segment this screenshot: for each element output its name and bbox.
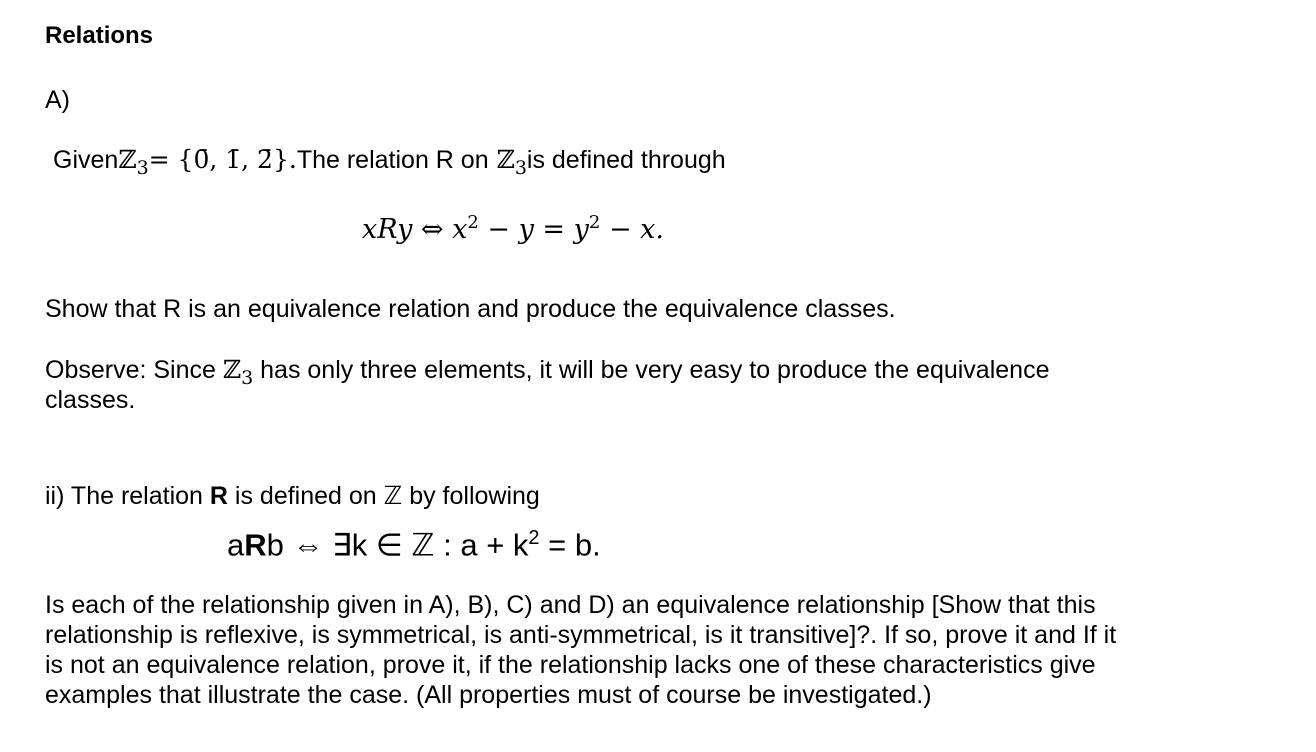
equation-1: xRy ⇔ $x^2 - y = y^2 - x$. (362, 212, 664, 245)
set-z3-symbol-2: ℤ$_3$ (496, 145, 527, 179)
observe-line: Observe: Since ℤ$_3$ has only three elements, it will be very easy to produce the equivalence (45, 355, 1050, 389)
page-title: Relations (45, 22, 154, 49)
question-line: relationship is reflexive, is symmetrical, is anti-symmetrical, is it transitive]?. If so, prove it and If it (45, 621, 1117, 649)
given-middle: The relation R on (296, 146, 489, 174)
given-prefix: Given (53, 146, 119, 174)
set-z3-symbol: ℤ$_3$ (118, 145, 149, 179)
question-line: examples that illustrate the case. (All properties must of course be investigated.) (45, 681, 932, 709)
set-z3-symbol-3: ℤ$_3$ (222, 355, 254, 389)
question-paragraph (45, 590, 1285, 710)
relation-r-bold: R (209, 482, 228, 510)
given-suffix: is defined through (526, 146, 726, 174)
observe-continuation: classes. (45, 386, 136, 414)
question-line: is not an equivalence relation, prove it, if the relationship lacks one of these characteristics give (45, 651, 1096, 679)
section-ii-line: ii) The relation R is defined on ℤ by following (45, 482, 540, 510)
question-line: Is each of the relationship given in A), B), C) and D) an equivalence relationship [Show that this (45, 591, 1096, 619)
equation-2: aRb ⇔ ∃k ∈ ℤ : $a + k^2 = b$. (227, 527, 601, 563)
set-definition: = {0̄, 1̄, 2̄}. (148, 145, 297, 174)
show-instruction: Show that R is an equivalence relation and produce the equivalence classes. (45, 295, 896, 323)
given-line (53, 145, 726, 179)
section-a-label: A) (45, 86, 70, 114)
